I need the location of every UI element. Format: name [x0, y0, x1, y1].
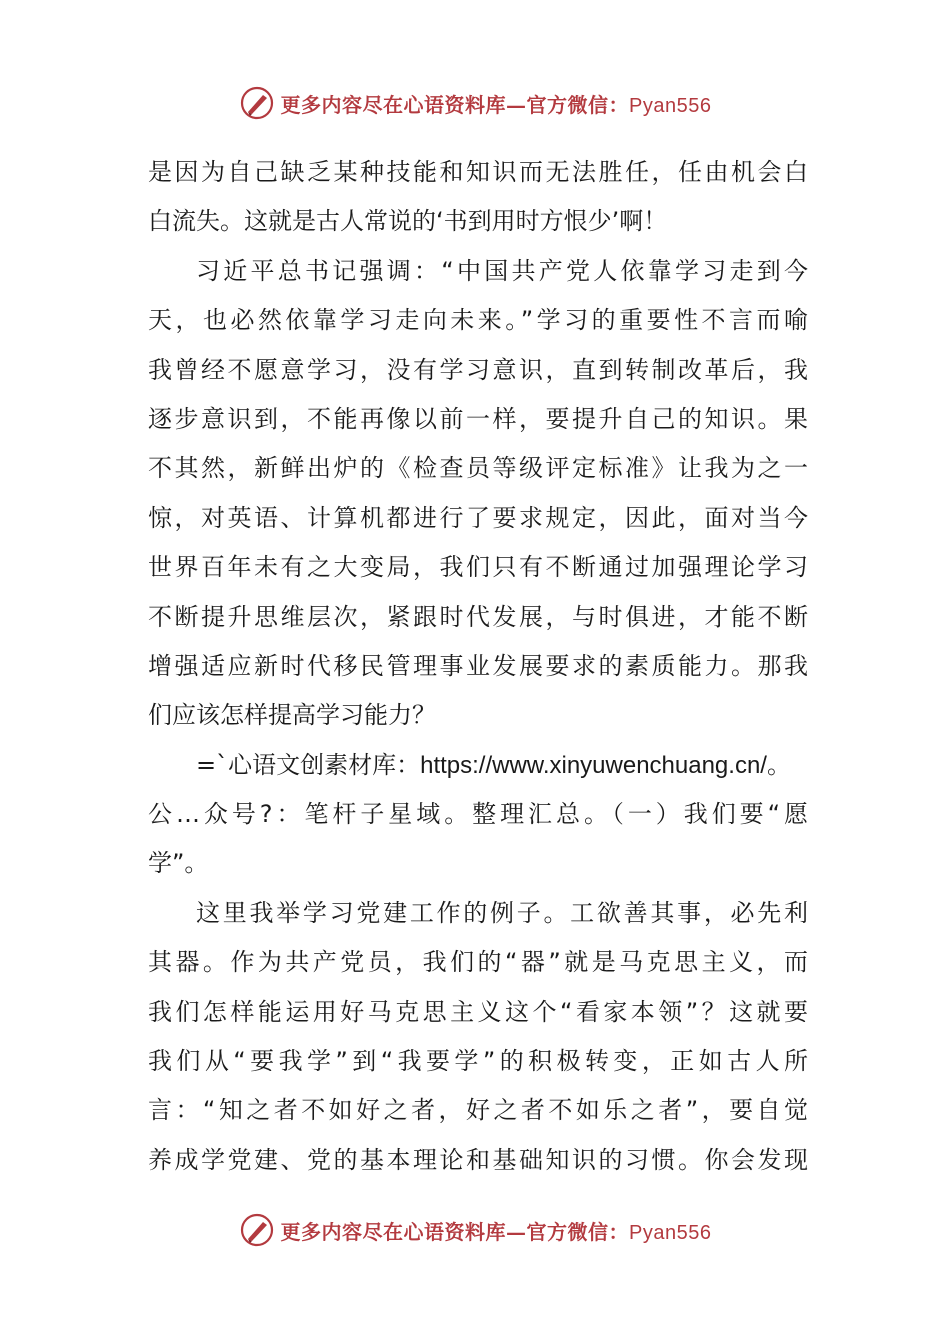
text-line-url [148, 741, 808, 790]
text-line: 习近平总书记强调：“中国共产党人依靠学习走到今 [196, 256, 808, 285]
body-text [148, 148, 808, 1185]
text-line: 逐步意识到，不能再像以前一样，要提升自己的知识。果 [148, 404, 808, 433]
pen-logo-icon [239, 1212, 275, 1248]
text-line: 我们从“要我学”到“我要学”的积极转变，正如古人所 [148, 1047, 808, 1076]
text-line: 们应该怎样提高学习能力？ [148, 701, 436, 730]
text-line: 养成学党建、党的基本理论和基础知识的习惯。你会发现 [148, 1145, 808, 1174]
header-banner-text: 更多内容尽在心语资料库—官方微信：Pyan556 [280, 92, 712, 117]
text-line: 白流失。这就是古人常说的‘书到用时方恨少’啊！ [148, 207, 668, 236]
text-line: 公…众号?：笔杆子星域。整理汇总。（一）我们要“愿 [148, 800, 808, 829]
header-banner [0, 83, 950, 123]
footer-banner-id: Pyan556 [629, 1221, 712, 1244]
text-line: 是因为自己缺乏某种技能和知识而无法胜任，任由机会白 [148, 158, 808, 186]
text-line: 我们怎样能运用好马克思主义这个“看家本领”？这就要 [148, 997, 808, 1026]
source-url-link[interactable]: https://www.xinyuwenchuang.cn/ [420, 751, 767, 779]
text-line: 其器。作为共产党员，我们的“器”就是马克思主义，而 [148, 948, 808, 977]
text-line: 不其然，新鲜出炉的《检查员等级评定标准》让我为之一 [148, 454, 808, 483]
text-line: 不断提升思维层次，紧跟时代发展，与时俱进，才能不断 [148, 602, 808, 631]
pen-logo-icon [239, 85, 275, 121]
header-banner-id: Pyan556 [629, 94, 712, 117]
footer-banner [0, 1210, 950, 1250]
text-line: 学”。 [148, 849, 209, 878]
footer-banner-text: 更多内容尽在心语资料库—官方微信：Pyan556 [280, 1219, 712, 1244]
text-line: 我曾经不愿意学习，没有学习意识，直到转制改革后，我 [148, 355, 808, 384]
text-line: 增强适应新时代移民管理事业发展要求的素质能力。那我 [148, 651, 808, 680]
text-line: 惊，对英语、计算机都进行了要求规定，因此，面对当今 [148, 503, 808, 532]
text-line: 天，也必然依靠学习走向未来。”学习的重要性不言而喻 [148, 306, 808, 335]
text-line: 这里我举学习党建工作的例子。工欲善其事，必先利 [196, 898, 808, 927]
text-line: 世界百年未有之大变局，我们只有不断通过加强理论学习 [148, 553, 808, 582]
source-label: =`心语文创素材库： [196, 750, 421, 779]
source-period: 。 [766, 750, 791, 779]
text-line: 言：“知之者不如好之者，好之者不如乐之者”，要自觉 [148, 1096, 808, 1125]
